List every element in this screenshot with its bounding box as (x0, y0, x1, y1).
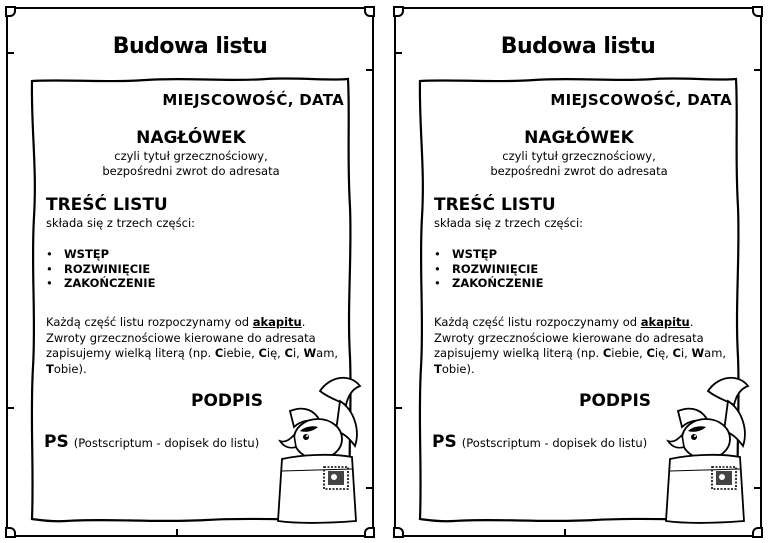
para-text: iebie, (611, 346, 647, 360)
bird-with-letter-icon (260, 371, 370, 531)
body-subtitle: składa się z trzech części: (434, 216, 584, 230)
card-title: Budowa listu (112, 34, 268, 59)
para-text: obie). (441, 361, 475, 376)
para-text: ię, (266, 346, 285, 360)
para-text: iebie, (223, 346, 259, 360)
rules-paragraph (434, 315, 729, 377)
para-text: ię, (654, 346, 673, 360)
list-item: • ROZWINIĘCIE (46, 262, 346, 277)
para-text: . Zwroty grzecznościowe kierowane do adresata zapisujemy wielką literą (np. (46, 315, 316, 360)
para-bold: akapitu (640, 315, 690, 329)
para-text: Każdą część listu rozpoczynamy od (434, 315, 641, 329)
heading-title: NAGŁÓWEK (136, 128, 246, 148)
para-text: i, (292, 346, 304, 360)
list-item: • ROZWINIĘCIE (434, 262, 734, 277)
rules-paragraph (46, 315, 341, 377)
card-title: Budowa listu (500, 34, 656, 59)
bird-with-letter-icon (648, 371, 758, 531)
para-bold: C (602, 346, 612, 360)
list-item: • WSTĘP (46, 247, 346, 262)
heading-desc-2: bezpośredni zwrot do adresata (102, 164, 280, 178)
body-title: TREŚĆ LISTU (434, 195, 556, 215)
signature-title: PODPIS (191, 391, 264, 411)
heading-section (36, 128, 346, 179)
list-item: • ZAKOŃCZENIE (46, 276, 346, 291)
letter-card-left (6, 7, 374, 537)
para-bold: C (214, 346, 224, 360)
ps-label: PS (44, 432, 69, 452)
location-date: MIEJSCOWOŚĆ, DATA (550, 91, 732, 109)
para-bold: T (46, 361, 54, 376)
list-item: • WSTĘP (434, 247, 734, 262)
para-bold: C (672, 346, 681, 360)
heading-desc-2: bezpośredni zwrot do adresata (490, 164, 668, 178)
list-item: • ZAKOŃCZENIE (434, 276, 734, 291)
heading-desc-1: czyli tytuł grzecznościowy, (502, 149, 656, 163)
ps-text: (Postscriptum - dopisek do listu) (73, 436, 260, 450)
location-date: MIEJSCOWOŚĆ, DATA (162, 91, 344, 109)
para-bold: W (303, 346, 317, 360)
para-bold: akapitu (252, 315, 302, 329)
postscript-line (432, 432, 647, 452)
signature-title: PODPIS (579, 391, 652, 411)
body-section (434, 195, 734, 291)
parts-list (46, 247, 346, 291)
parts-list (434, 247, 734, 291)
para-text: i, (680, 346, 692, 360)
body-section (46, 195, 346, 291)
ps-text: (Postscriptum - dopisek do listu) (461, 436, 648, 450)
para-text: am, (704, 346, 727, 360)
para-text: obie). (53, 361, 87, 376)
body-subtitle: składa się z trzech części: (46, 216, 196, 230)
heading-section (424, 128, 734, 179)
para-bold: C (258, 346, 267, 360)
para-bold: W (691, 346, 705, 360)
heading-title: NAGŁÓWEK (524, 128, 634, 148)
heading-desc-1: czyli tytuł grzecznościowy, (114, 149, 268, 163)
para-text: Każdą część listu rozpoczynamy od (46, 315, 253, 329)
para-bold: C (284, 346, 293, 360)
ps-label: PS (432, 432, 457, 452)
para-bold: C (646, 346, 655, 360)
para-text: am, (316, 346, 339, 360)
para-text: . Zwroty grzecznościowe kierowane do adresata zapisujemy wielką literą (np. (434, 315, 704, 360)
body-title: TREŚĆ LISTU (46, 195, 168, 215)
letter-card-right (394, 7, 762, 537)
para-bold: T (434, 361, 442, 376)
postscript-line (44, 432, 259, 452)
